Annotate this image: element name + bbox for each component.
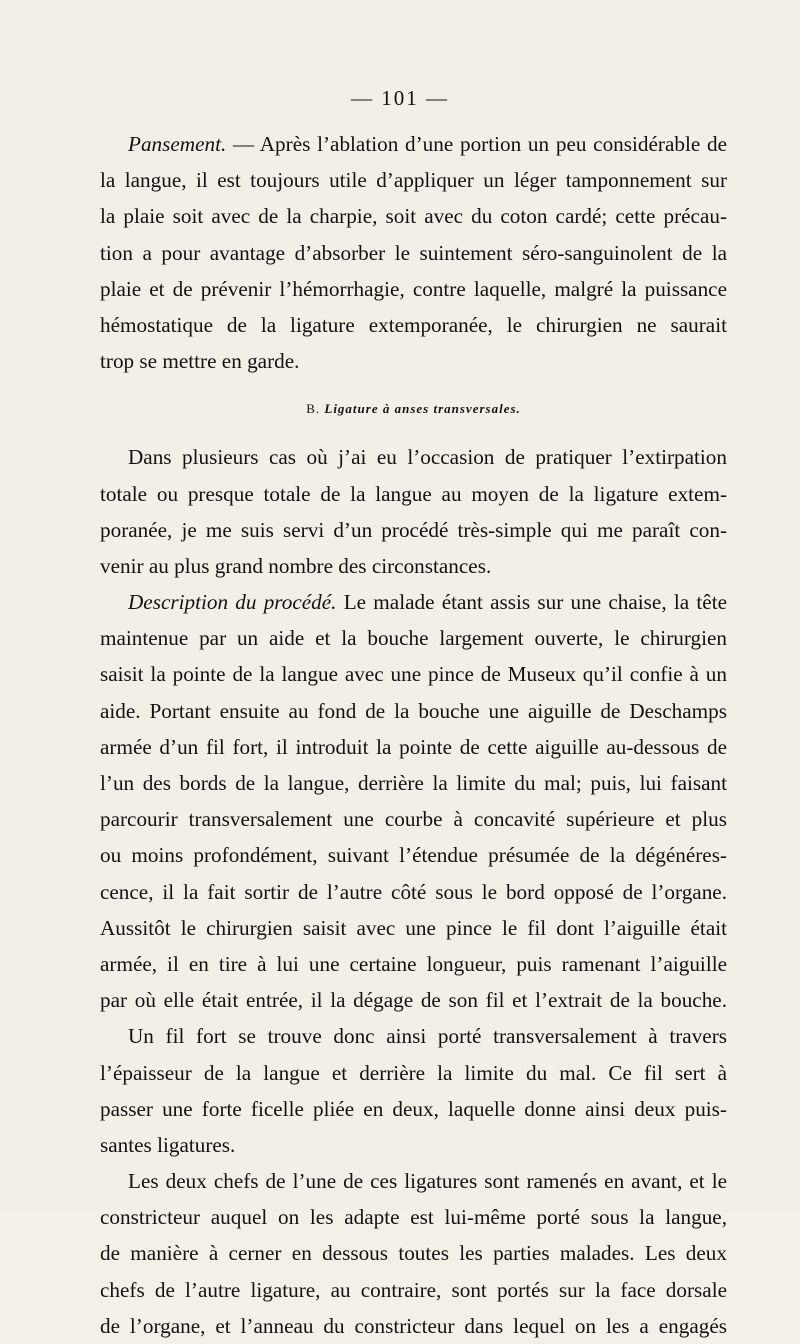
- paragraph-pansement: [100, 126, 727, 379]
- paragraph-intro: [100, 439, 727, 584]
- text-line: tion a pour avantage d’absorber le suintement séro-sanguinolent de la: [100, 240, 727, 265]
- text-line: Dans plusieurs cas où j’ai eu l’occasion de pratiquer l’extirpation: [128, 445, 727, 470]
- text-line: aide. Portant ensuite au fond de la bouche une aiguille de Deschamps: [100, 698, 727, 723]
- spacer: [100, 379, 727, 393]
- text-line: saisit la pointe de la langue avec une pince de Museux qu’il confie à un: [100, 662, 727, 687]
- body-text: [100, 126, 727, 1344]
- text-line: la plaie soit avec de la charpie, soit avec du coton cardé; cette précau-: [100, 204, 727, 229]
- text-line: l’un des bords de la langue, derrière la limite du mal; puis, lui faisant: [100, 771, 727, 795]
- text-line: par où elle était entrée, il la dégage de son fil et l’extrait de la bouche.: [100, 988, 727, 1013]
- text-line: [100, 126, 727, 162]
- page-number-header: — 101 —: [351, 86, 449, 110]
- text-line: Les deux chefs de l’une de ces ligatures sont ramenés en avant, et le: [128, 1169, 727, 1194]
- paragraph-lead: Description du procédé.: [128, 590, 337, 615]
- paragraph-lead: Pansement.: [128, 132, 227, 156]
- text-line: hémostatique de la ligature extemporanée, le chirurgien ne saurait: [100, 312, 727, 337]
- text-line: de l’organe, et l’anneau du constricteur dans lequel on les a engagés: [100, 1313, 727, 1338]
- text-line-content: — Après l’ablation d’une portion un peu considérable de: [226, 132, 727, 156]
- text-line: poranée, je me suis servi d’un procédé très-simple qui me paraît con-: [100, 517, 727, 542]
- text-line-content: Le malade étant assis sur une chaise, la tête: [336, 590, 727, 615]
- text-line: ou moins profondément, suivant l’étendue présumée de la dégénéres-: [100, 843, 727, 868]
- text-line: armée d’un fil fort, il introduit la pointe de cette aiguille au-dessous de: [100, 734, 727, 759]
- text-line: la langue, il est toujours utile d’appliquer un léger tamponnement sur: [100, 168, 727, 193]
- section-letter: B.: [306, 401, 321, 417]
- paragraph-description: [100, 584, 727, 1344]
- text-line: plaie et de prévenir l’hémorrhagie, contre laquelle, malgré la puissance: [100, 276, 727, 301]
- text-line: chefs de l’autre ligature, au contraire, sont portés sur la face dorsale: [100, 1277, 727, 1302]
- text-line: armée, il en tire à lui une certaine longueur, puis ramenant l’aiguille: [100, 951, 727, 976]
- text-line: santes ligatures.: [100, 1132, 236, 1157]
- text-line: l’épaisseur de la langue et derrière la limite du mal. Ce fil sert à: [100, 1060, 727, 1085]
- text-line: trop se mettre en garde.: [100, 349, 300, 374]
- text-line: totale ou presque totale de la langue au moyen de la ligature extem-: [100, 481, 727, 506]
- text-line: de manière à cerner en dessous toutes les parties malades. Les deux: [100, 1241, 727, 1266]
- text-line: passer une forte ficelle pliée en deux, laquelle donne ainsi deux puis-: [100, 1096, 727, 1121]
- section-title: Ligature à anses transversales.: [324, 401, 521, 417]
- text-line: [100, 584, 727, 620]
- text-line: parcourir transversalement une courbe à concavité supérieure et plus: [100, 807, 727, 832]
- text-line: Aussitôt le chirurgien saisit avec une pince le fil dont l’aiguille était: [100, 915, 727, 940]
- text-line: Un fil fort se trouve donc ainsi porté transversalement à travers: [128, 1024, 727, 1049]
- text-line: venir au plus grand nombre des circonstances.: [100, 553, 492, 578]
- text-line: constricteur auquel on les adapte est lui-même porté sous la langue,: [100, 1205, 727, 1230]
- text-line: cence, il la fait sortir de l’autre côté sous le bord opposé de l’organe.: [100, 879, 727, 904]
- text-line: maintenue par un aide et la bouche largement ouverte, le chirurgien: [100, 626, 727, 651]
- spacer: [100, 425, 727, 439]
- section-subheading: [100, 393, 727, 425]
